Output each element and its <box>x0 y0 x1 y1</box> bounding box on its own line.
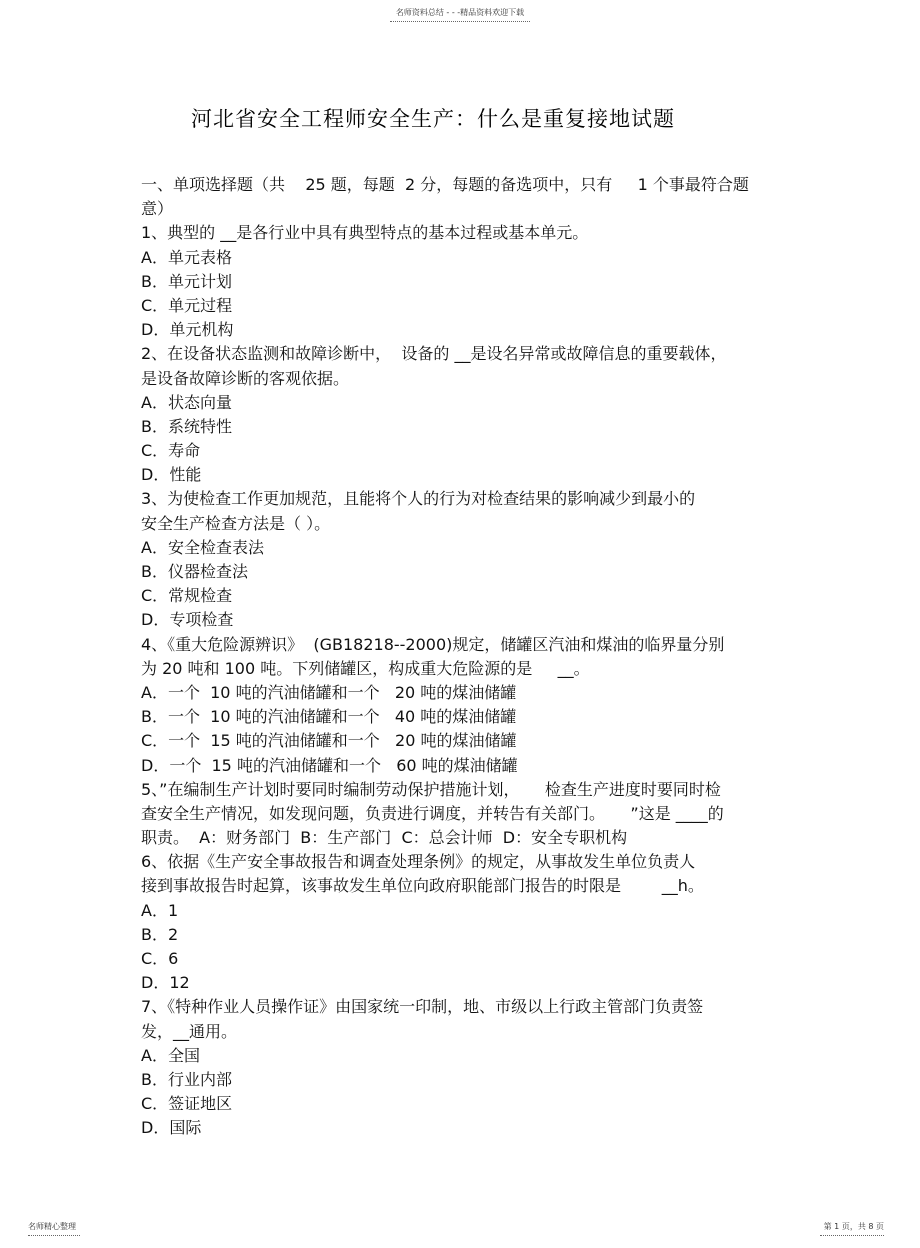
question-1-option-d: D．单元机构 <box>141 320 234 340</box>
question-3-option-d: D．专项检查 <box>141 610 234 630</box>
question-6-option-b: B．2 <box>141 924 179 944</box>
question-6-stem-line1: 6、依据《生产安全事故报告和调查处理条例》的规定，从事故发生单位负责人 <box>141 852 696 872</box>
question-7-option-b: B．行业内部 <box>141 1069 232 1089</box>
footer-left-divider <box>28 1235 80 1236</box>
question-4-option-c: C．一个 15 吨的汽油储罐和一个 20 吨的煤油储罐 <box>141 731 517 751</box>
question-1-option-c: C．单元过程 <box>141 295 233 315</box>
question-5-stem-line2: 查安全生产情况，如发现问题，负责进行调度，并转告有关部门。 ”这是 ____的 <box>141 803 724 823</box>
question-6-stem-line2: 接到事故报告时起算，该事故发生单位向政府职能部门报告的时限是 __h。 <box>141 876 704 896</box>
question-1-option-a: A．单元表格 <box>141 247 232 267</box>
question-2-option-c: C．寿命 <box>141 441 201 461</box>
section-heading-line2: 意） <box>141 199 174 219</box>
header-divider <box>390 21 530 22</box>
question-2-stem-line2: 是设备故障诊断的客观依据。 <box>141 368 350 388</box>
question-4-stem-line2: 为 20 吨和 100 吨。下列储罐区，构成重大危险源的是 __。 <box>141 658 590 678</box>
question-7-option-a: A．全国 <box>141 1045 200 1065</box>
question-3-option-a: A．安全检查表法 <box>141 537 264 557</box>
question-4-option-a: A．一个 10 吨的汽油储罐和一个 20 吨的煤油储罐 <box>141 682 517 702</box>
question-4-stem-line1: 4、《重大危险源辨识》 (GB18218--2000)规定，储罐区汽油和煤油的临界量分别 <box>141 634 725 654</box>
question-6-option-d: D．12 <box>141 973 190 993</box>
question-1-option-b: B．单元计划 <box>141 271 232 291</box>
question-2-stem-line1: 2、在设备状态监测和故障诊断中， 设备的 __是设名异常或故障信息的重要载体， <box>141 344 727 364</box>
question-3-stem-line1: 3、为使检查工作更加规范，且能将个人的行为对检查结果的影响减少到最小的 <box>141 489 696 509</box>
question-2-option-a: A．状态向量 <box>141 392 232 412</box>
question-6-option-c: C．6 <box>141 949 179 968</box>
question-7-option-d: D．国际 <box>141 1118 202 1138</box>
question-5-stem-line3: 职责。 A：财务部门 B：生产部门 C：总会计师 D：安全专职机构 <box>141 828 628 848</box>
question-5-stem-line1: 5、”在编制生产计划时要同时编制劳动保护措施计划， 检查生产进度时要同时检 <box>141 779 721 799</box>
question-1-stem: 1、典型的 __是各行业中具有典型特点的基本过程或基本单元。 <box>141 223 589 243</box>
question-4-option-d: D．一个 15 吨的汽油储罐和一个 60 吨的煤油储罐 <box>141 755 518 775</box>
question-7-option-c: C．签证地区 <box>141 1094 233 1114</box>
header-note: 名师资料总结 - - -精品资料欢迎下载 <box>395 8 525 17</box>
footer-right-divider <box>820 1235 884 1236</box>
question-2-option-d: D．性能 <box>141 465 202 485</box>
question-7-stem-line2: 发，__通用。 <box>141 1021 238 1041</box>
question-7-stem-line1: 7、《特种作业人员操作证》由国家统一印制，地、市级以上行政主管部门负责签 <box>141 997 704 1017</box>
section-heading-line1: 一、单项选择题（共 25 题，每题 2 分，每题的备选项中，只有 1 个事最符合题 <box>141 175 749 194</box>
question-4-option-b: B．一个 10 吨的汽油储罐和一个 40 吨的煤油储罐 <box>141 707 517 727</box>
question-3-stem-line2: 安全生产检查方法是（ ）。 <box>141 513 331 533</box>
question-2-option-b: B．系统特性 <box>141 416 232 436</box>
page-number: 第 1 页，共 8 页 <box>823 1222 884 1231</box>
question-3-option-c: C．常规检查 <box>141 586 233 606</box>
question-6-option-a: A．1 <box>141 900 179 920</box>
question-3-option-b: B．仪器检查法 <box>141 562 248 581</box>
question-body <box>141 173 791 1141</box>
footer-left-note: 名师精心整理 <box>28 1222 76 1231</box>
page-title: 河北省安全工程师安全生产：什么是重复接地试题 <box>191 107 675 131</box>
